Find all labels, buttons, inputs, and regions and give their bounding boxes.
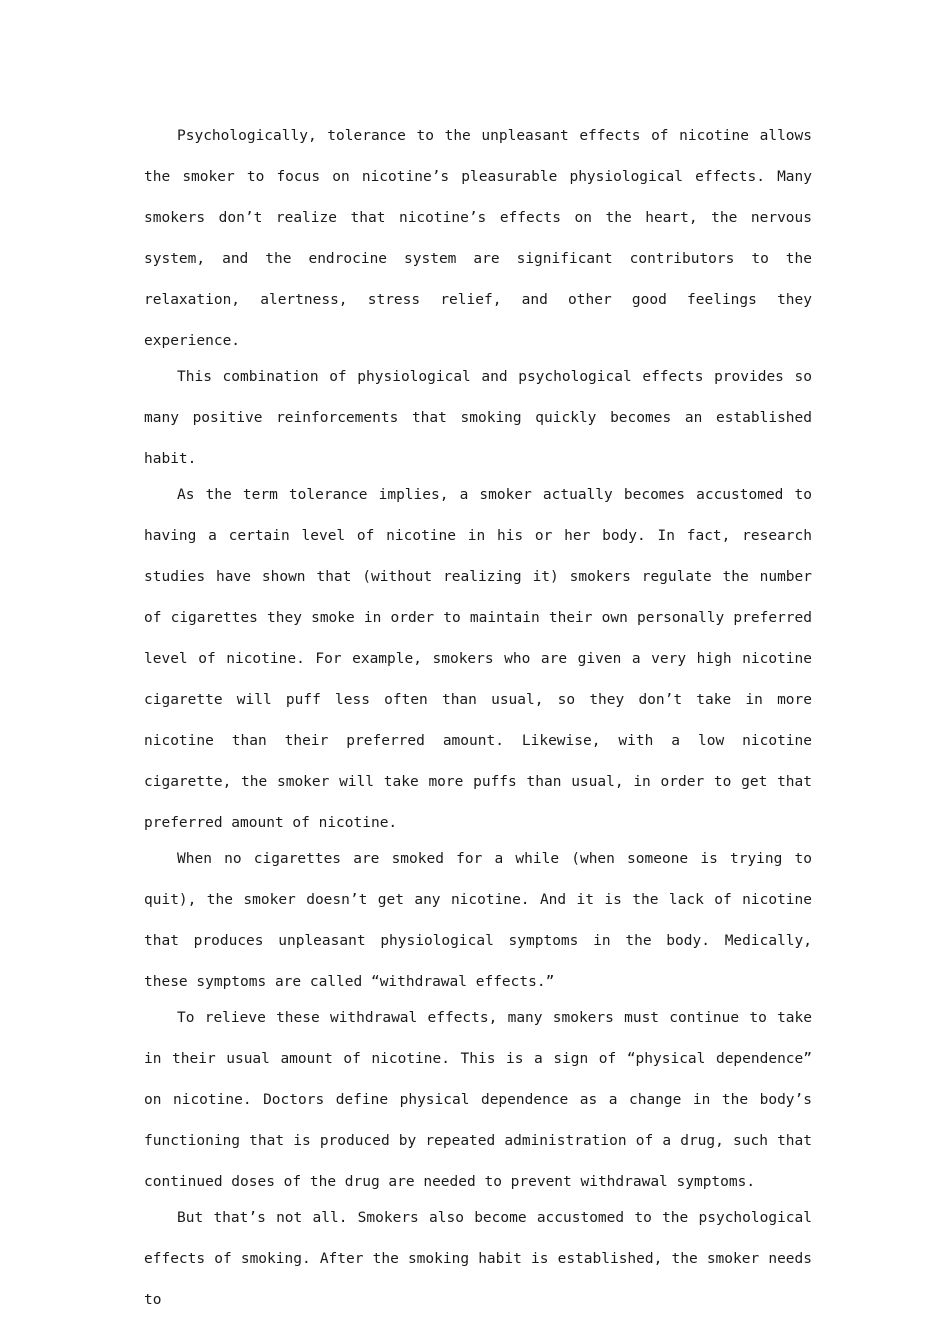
paragraph-reinforcement: This combination of physiological and psychological effects provides so many positive reinforcements that smoking quickly becomes an established habit.	[144, 369, 812, 467]
paragraph-physical-dependence: To relieve these withdrawal effects, many smokers must continue to take in their usual amount of nicotine. This is a sign of “physical dependence” on nicotine. Doctors define physical dependence as a change in the body’s functioning that is produced by repeated administration of a drug, such that continued doses of the drug are needed to prevent withdrawal symptoms.	[144, 1010, 812, 1190]
paragraph-withdrawal: When no cigarettes are smoked for a while (when someone is trying to quit), the smoker doesn’t get any nicotine. And it is the lack of nicotine that produces unpleasant physiological symptoms in the body. Medically, these symptoms are called “withdrawal effects.”	[144, 851, 812, 990]
paragraph-nicotine-level: As the term tolerance implies, a smoker actually becomes accustomed to having a certain level of nicotine in his or her body. In fact, research studies have shown that (without realizing it) smokers regulate the number of cigarettes they smoke in order to maintain their own personally preferred level of nicotine. For example, smokers who are given a very high nicotine cigarette will puff less often than usual, so they don’t take in more nicotine than their preferred amount. Likewise, with a low nicotine cigarette, the smoker will take more puffs than usual, in order to get that preferred amount of nicotine.	[144, 487, 812, 831]
body-text	[144, 116, 812, 1316]
paragraph-tolerance: Psychologically, tolerance to the unpleasant effects of nicotine allows the smoker to focus on nicotine’s pleasurable physiological effects. Many smokers don’t realize that nicotine’s effects on the heart, the nervous system, and the endrocine system are significant contributors to the relaxation, alertness, stress relief, and other good feelings they experience.	[144, 128, 812, 349]
paragraph-psychological-effects: But that’s not all. Smokers also become accustomed to the psychological effects of smoking. After the smoking habit is established, the smoker needs to	[144, 1210, 812, 1308]
